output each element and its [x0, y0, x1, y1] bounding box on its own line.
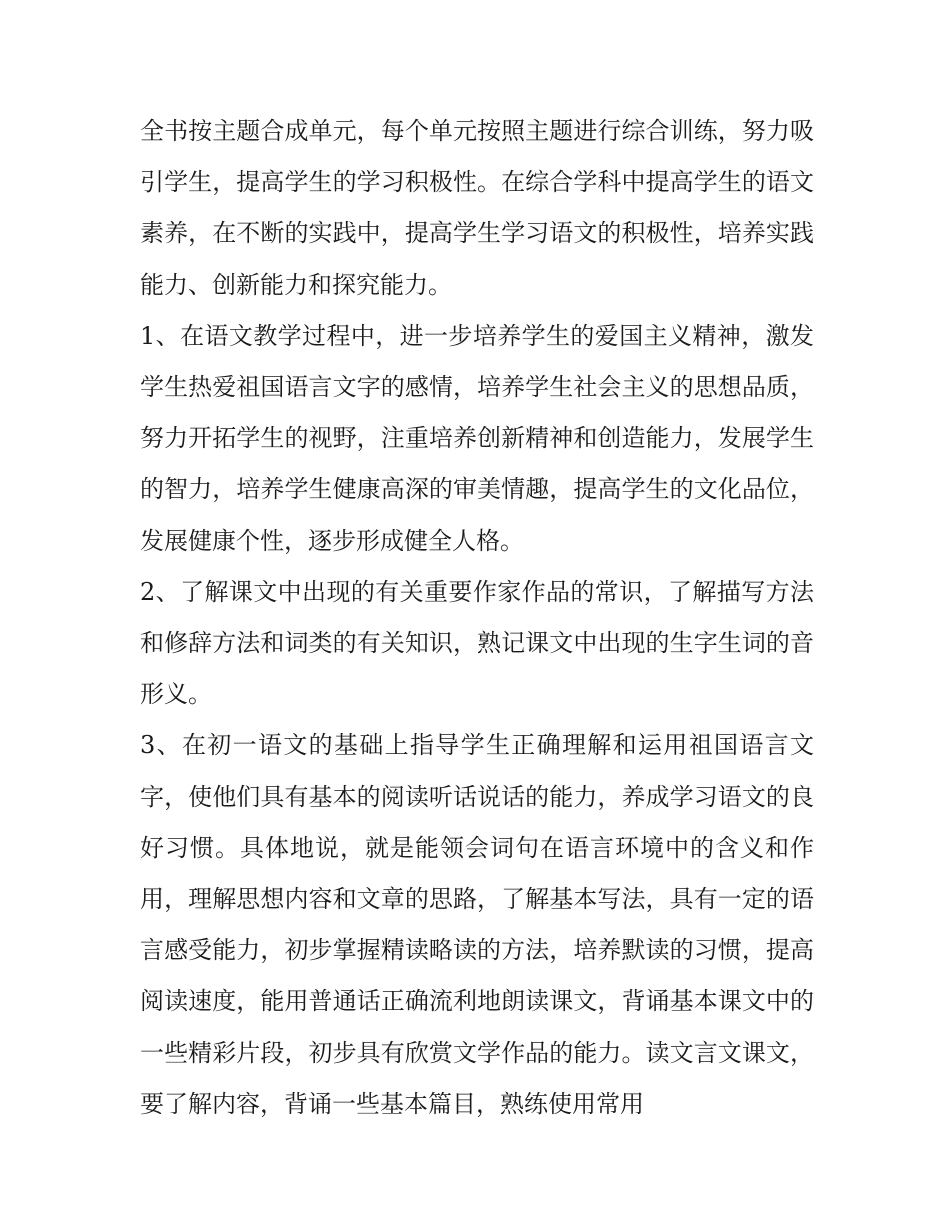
- paragraph-item-3: 3、在初一语文的基础上指导学生正确理解和运用祖国语言文字，使他们具有基本的阅读听话说话的能力，养成学习语文的良好习惯。具体地说，就是能领会词句在语言环境中的含义和作用，理解思想内容和文章的思路，了解基本写法，具有一定的语言感受能力，初步掌握精读略读的方法，培养默读的习惯，提高阅读速度，能用普通话正确流利地朗读课文，背诵基本课文中的一些精彩片段，初步具有欣赏文学作品的能力。读文言文课文，要了解内容，背诵一些基本篇目，熟练使用常用: [140, 731, 814, 1118]
- document-body: [140, 106, 814, 1130]
- paragraph-item-2: 2、了解课文中出现的有关重要作家作品的常识，了解描写方法和修辞方法和词类的有关知识，熟记课文中出现的生字生词的音形义。: [140, 577, 814, 709]
- paragraph-item-1: 1、在语文教学过程中，进一步培养学生的爱国主义精神，激发学生热爱祖国语言文字的感情，培养学生社会主义的思想品质，努力开拓学生的视野，注重培养创新精神和创造能力，发展学生的智力，培养学生健康高深的审美情趣，提高学生的文化品位，发展健康个性，逐步形成健全人格。: [140, 321, 814, 555]
- paragraph-intro: 全书按主题合成单元，每个单元按照主题进行综合训练，努力吸引学生，提高学生的学习积极性。在综合学科中提高学生的语文素养，在不断的实践中，提高学生学习语文的积极性，培养实践能力、创新能力和探究能力。: [140, 117, 814, 299]
